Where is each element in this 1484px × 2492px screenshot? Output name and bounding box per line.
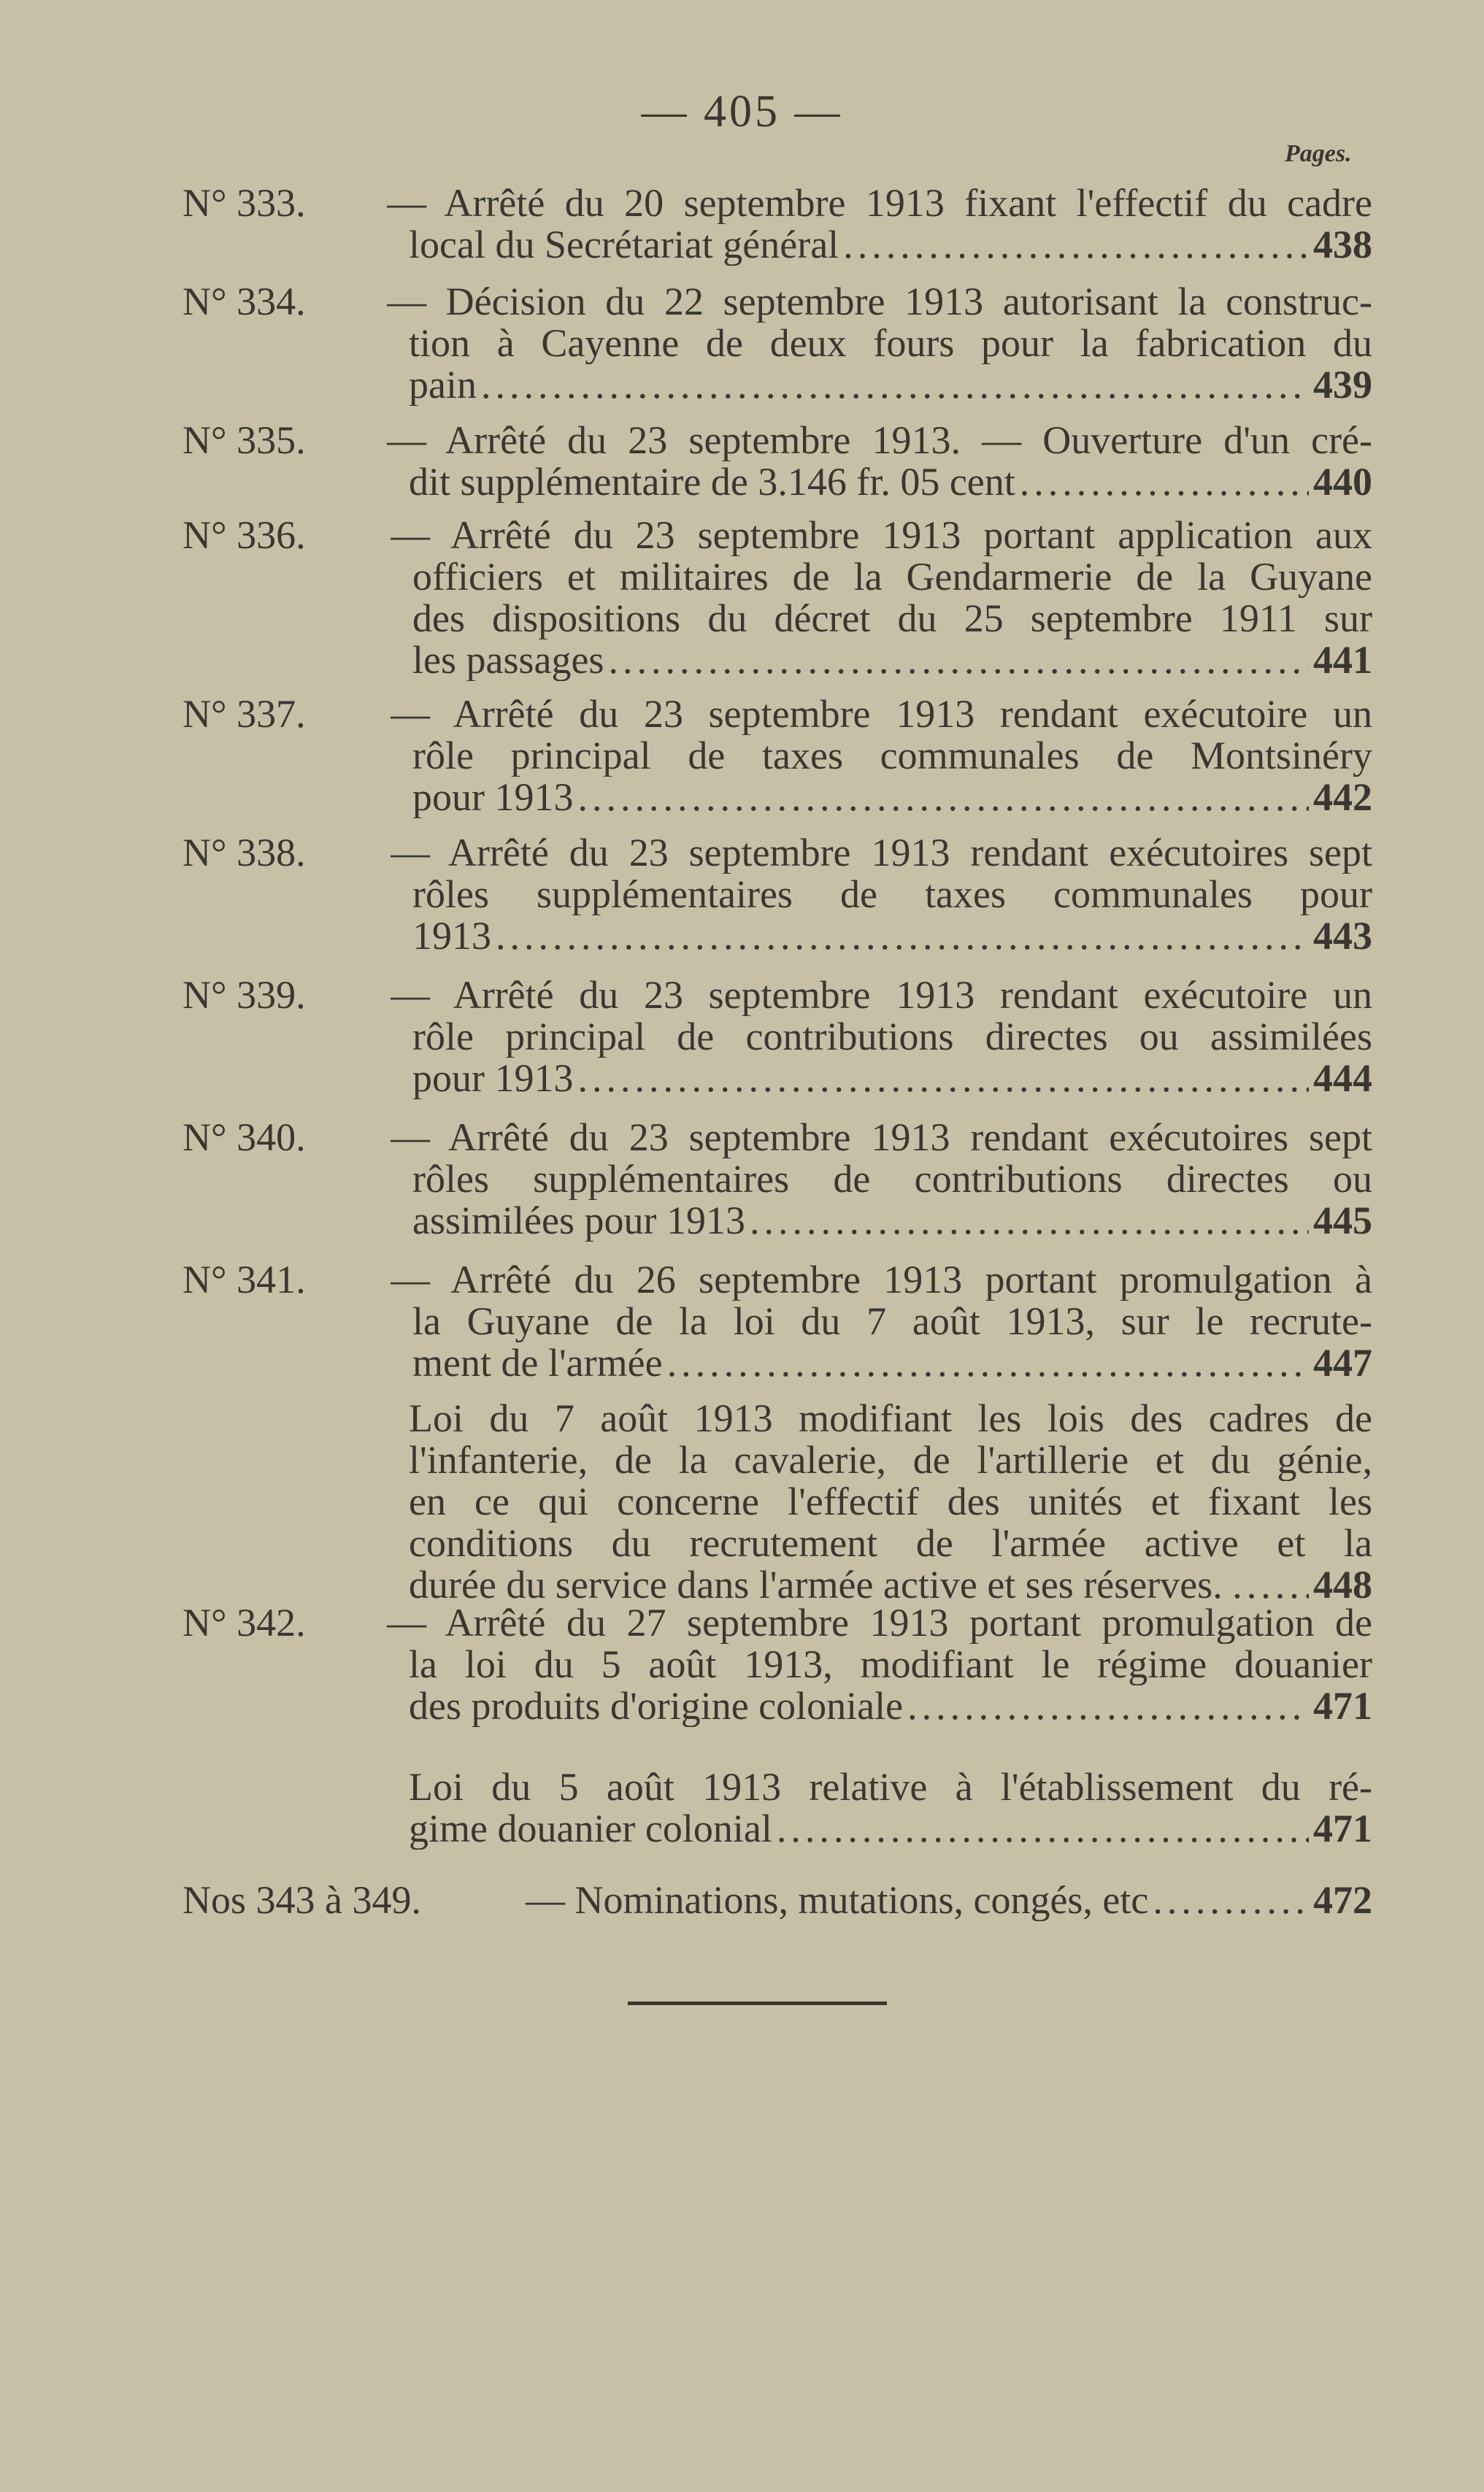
page-reference: 472 xyxy=(1313,1880,1372,1921)
entry-text xyxy=(391,515,1372,681)
leader-dots xyxy=(843,224,1309,266)
entry-line xyxy=(391,777,1372,818)
entry-line-text: local du Secrétariat général xyxy=(409,224,839,266)
entry-line: conditions du recrutement de l'armée active et la xyxy=(409,1523,1372,1564)
entry-line: — Arrêté du 23 septembre 1913 rendant exécutoires sept xyxy=(391,832,1372,874)
page-reference: 440 xyxy=(1313,461,1372,503)
entry-line: — Arrêté du 20 septembre 1913 fixant l'effectif du cadre xyxy=(387,182,1372,224)
page-reference: 439 xyxy=(1313,364,1372,406)
entry-line xyxy=(391,915,1372,957)
entry-line xyxy=(526,1880,1372,1921)
entry-line xyxy=(391,1058,1372,1099)
entry-line: — Arrêté du 23 septembre 1913 rendant exécutoire un xyxy=(391,693,1372,735)
entry-line-text: gime douanier colonial xyxy=(409,1808,772,1850)
entry-number: Nos 343 à 349. xyxy=(182,1878,421,1922)
entry-text xyxy=(526,1880,1372,1921)
leader-dots xyxy=(481,364,1309,406)
pages-column-label: Pages. xyxy=(1285,140,1352,167)
entry-line xyxy=(391,1200,1372,1242)
page-reference: 438 xyxy=(1313,224,1372,266)
entry-number: N° 336. xyxy=(182,513,306,557)
entry-text xyxy=(387,182,1372,266)
page-reference: 443 xyxy=(1313,915,1372,957)
entry-number: N° 339. xyxy=(182,973,306,1017)
leader-dots xyxy=(577,777,1309,818)
entry-line xyxy=(391,639,1372,681)
leader-dots xyxy=(577,1058,1309,1099)
entry-text xyxy=(409,1766,1372,1850)
entry-line-text: pour 1913 xyxy=(412,1058,574,1099)
entry-line-text: pour 1913 xyxy=(412,777,574,818)
leader-dots xyxy=(907,1685,1309,1727)
entry-number: N° 333. xyxy=(182,181,306,225)
entry-line: — Arrêté du 23 septembre 1913 rendant exécutoire un xyxy=(391,974,1372,1016)
entry-line xyxy=(391,1342,1372,1384)
entry-number: N° 337. xyxy=(182,692,306,736)
entry-line-text: — Nominations, mutations, congés, etc xyxy=(526,1880,1149,1921)
leader-dots xyxy=(496,915,1309,957)
entry-text xyxy=(387,1602,1372,1727)
page-number: — 405 — xyxy=(641,87,843,136)
entry-line: rôles supplémentaires de contributions directes ou xyxy=(412,1158,1372,1200)
entry-line: rôles supplémentaires de taxes communales pour xyxy=(412,874,1372,915)
entry-line xyxy=(409,1564,1372,1606)
entry-text xyxy=(391,1259,1372,1384)
page-reference: 442 xyxy=(1313,777,1372,818)
entry-line-text: pain xyxy=(409,364,477,406)
entry-line xyxy=(387,224,1372,266)
entry-text xyxy=(391,832,1372,957)
page-reference: 444 xyxy=(1313,1058,1372,1099)
entry-line-text: assimilées pour 1913 xyxy=(412,1200,745,1242)
entry-number: N° 335. xyxy=(182,418,306,462)
page-reference: 447 xyxy=(1313,1342,1372,1384)
leader-dots xyxy=(777,1808,1309,1850)
entry-text xyxy=(391,974,1372,1099)
leader-dots xyxy=(667,1342,1309,1384)
entry-line: officiers et militaires de la Gendarmerie de la Guyane xyxy=(412,556,1372,598)
entry-text xyxy=(387,281,1372,406)
entry-text xyxy=(409,1398,1372,1606)
entry-line-text: 1913 xyxy=(412,915,491,957)
entry-number: N° 342. xyxy=(182,1601,306,1645)
closing-rule xyxy=(628,2001,887,2005)
page-reference: 445 xyxy=(1313,1200,1372,1242)
entry-line-text: ment de l'armée xyxy=(412,1342,663,1384)
leader-dots xyxy=(1247,1564,1309,1606)
entry-line: — Arrêté du 23 septembre 1913 rendant exécutoires sept xyxy=(391,1117,1372,1158)
page-reference: 441 xyxy=(1313,639,1372,681)
entry-line: l'infanterie, de la cavalerie, de l'artillerie et du génie, xyxy=(409,1439,1372,1481)
entry-line: la Guyane de la loi du 7 août 1913, sur le recrute- xyxy=(412,1301,1372,1342)
entry-line: la loi du 5 août 1913, modifiant le régime douanier xyxy=(409,1644,1372,1685)
entry-text xyxy=(391,693,1372,818)
entry-line: des dispositions du décret du 25 septembre 1911 sur xyxy=(412,598,1372,639)
entry-number: N° 338. xyxy=(182,831,306,874)
entry-text xyxy=(387,420,1372,503)
entry-line xyxy=(387,461,1372,503)
entry-line: rôle principal de taxes communales de Montsinéry xyxy=(412,735,1372,777)
entry-line xyxy=(409,1808,1372,1850)
entry-line: Loi du 7 août 1913 modifiant les lois des cadres de xyxy=(409,1398,1372,1439)
page-reference: 471 xyxy=(1313,1685,1372,1727)
entry-line: tion à Cayenne de deux fours pour la fabrication du xyxy=(409,323,1372,364)
entry-line: — Arrêté du 23 septembre 1913 portant application aux xyxy=(391,515,1372,556)
entry-line-text: les passages xyxy=(412,639,604,681)
entry-line: rôle principal de contributions directes ou assimilées xyxy=(412,1016,1372,1058)
entry-line: — Arrêté du 26 septembre 1913 portant promulgation à xyxy=(391,1259,1372,1301)
entry-line xyxy=(387,1685,1372,1727)
entry-line xyxy=(387,364,1372,406)
entry-number: N° 341. xyxy=(182,1258,306,1301)
entry-line: — Arrêté du 23 septembre 1913. — Ouverture d'un cré- xyxy=(387,420,1372,461)
page-reference: 448 xyxy=(1313,1564,1372,1606)
entry-number: N° 334. xyxy=(182,280,306,323)
leader-dots xyxy=(608,639,1309,681)
leader-dots xyxy=(1020,461,1309,503)
entry-number: N° 340. xyxy=(182,1115,306,1159)
entry-line-text: durée du service dans l'armée active et ses réserves. . xyxy=(409,1564,1242,1606)
entry-line-text: dit supplémentaire de 3.146 fr. 05 cent xyxy=(409,461,1015,503)
page-reference: 471 xyxy=(1313,1808,1372,1850)
entry-line: — Décision du 22 septembre 1913 autorisant la construc- xyxy=(387,281,1372,323)
entry-line: Loi du 5 août 1913 relative à l'établissement du ré- xyxy=(409,1766,1372,1808)
entry-line: en ce qui concerne l'effectif des unités et fixant les xyxy=(409,1481,1372,1523)
leader-dots xyxy=(1153,1880,1309,1921)
entry-line: — Arrêté du 27 septembre 1913 portant promulgation de xyxy=(387,1602,1372,1644)
leader-dots xyxy=(750,1200,1309,1242)
entry-line-text: des produits d'origine coloniale xyxy=(409,1685,904,1727)
entry-text xyxy=(391,1117,1372,1242)
